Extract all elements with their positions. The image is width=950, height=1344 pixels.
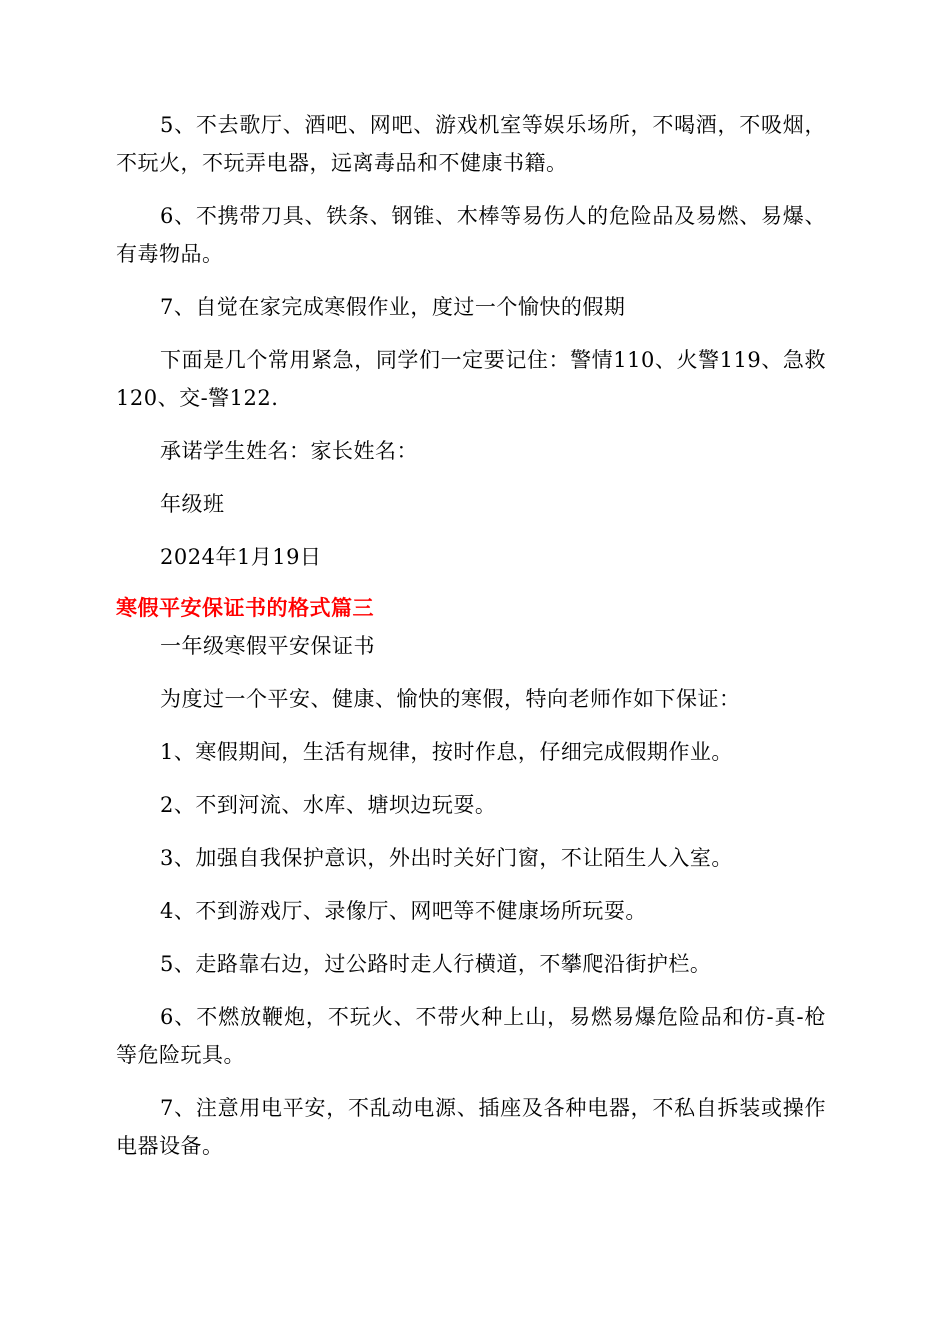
paragraph-rule-7: 7、自觉在家完成寒假作业，度过一个愉快的假期 [160, 295, 626, 319]
paragraph-rule-6: 6、不携带刀具、铁条、钢锥、木棒等易伤人的危险品及易燃、易爆、有毒物品。 [116, 204, 826, 266]
paragraph-subtitle: 一年级寒假平安保证书 [160, 634, 375, 658]
paragraph-item-7: 7、注意用电平安，不乱动电源、插座及各种电器，不私自拆装或操作电器设备。 [116, 1096, 826, 1158]
paragraph-item-2: 2、不到河流、水库、塘坝边玩耍。 [160, 793, 497, 817]
paragraph-item-1: 1、寒假期间，生活有规律，按时作息，仔细完成假期作业。 [160, 740, 733, 764]
paragraph-grade-class: 年级班 [160, 492, 225, 516]
paragraph-item-3: 3、加强自我保护意识，外出时关好门窗，不让陌生人入室。 [160, 846, 733, 870]
paragraph-signatures: 承诺学生姓名：家长姓名： [160, 439, 418, 463]
paragraph-rule-5: 5、不去歌厅、酒吧、网吧、游戏机室等娱乐场所，不喝酒，不吸烟，不玩火，不玩弄电器，远离毒品和不健康书籍。 [116, 113, 826, 175]
paragraph-item-5: 5、走路靠右边，过公路时走人行横道，不攀爬沿街护栏。 [160, 952, 712, 976]
paragraph-emergency-numbers: 下面是几个常用紧急，同学们一定要记住：警情110、火警119、急救120、交-警122. [116, 348, 826, 410]
paragraph-item-6: 6、不燃放鞭炮，不玩火、不带火种上山，易燃易爆危险品和仿-真-枪等危险玩具。 [116, 1005, 826, 1067]
paragraph-item-4: 4、不到游戏厅、录像厅、网吧等不健康场所玩耍。 [160, 899, 647, 923]
section-heading: 寒假平安保证书的格式篇三 [116, 596, 374, 620]
document-body [116, 106, 826, 1180]
paragraph-date: 2024年1月19日 [160, 545, 322, 569]
paragraph-intro: 为度过一个平安、健康、愉快的寒假，特向老师作如下保证： [160, 687, 741, 711]
